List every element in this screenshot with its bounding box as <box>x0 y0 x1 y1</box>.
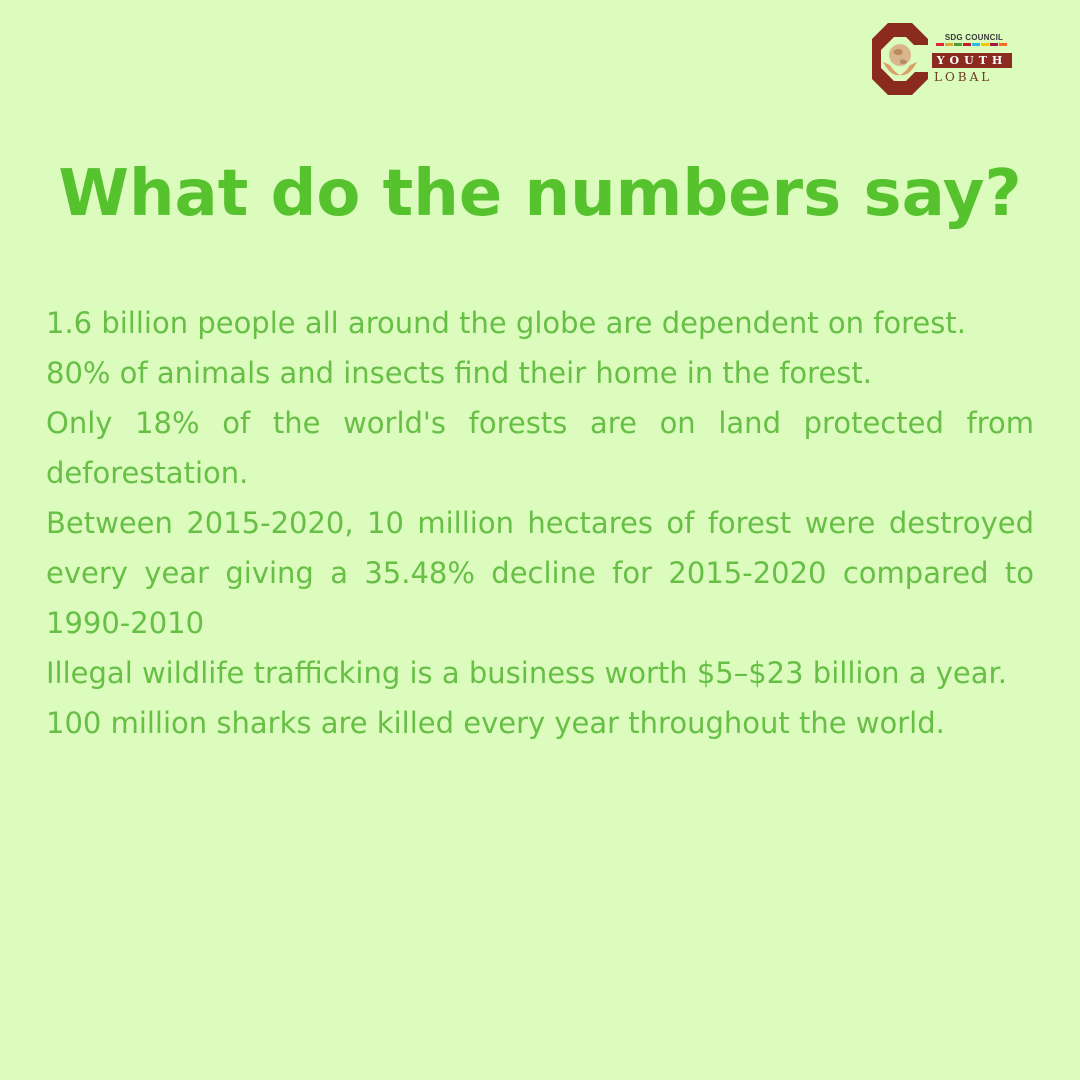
logo-youth-text: YOUTH <box>932 53 1012 68</box>
fact-item: Illegal wildlife trafficking is a business worth $5–$23 billion a year. <box>46 656 1008 690</box>
fact-item: 80% of animals and insects find their home in the forest. <box>46 356 873 390</box>
fact-item: Between 2015-2020, 10 million hectares of forest were destroyed every year giving a 35.48% decline for 2015-2020 compared to 1990-2010 <box>46 506 1034 640</box>
fact-item: Only 18% of the world's forests are on land protected from deforestation. <box>46 406 1034 490</box>
fact-item: 100 million sharks are killed every year throughout the world. <box>46 706 945 740</box>
fact-item: 1.6 billion people all around the globe are dependent on forest. <box>46 306 966 340</box>
logo-council-text: SDG COUNCIL <box>944 33 1004 42</box>
page-title: What do the numbers say? <box>58 157 1022 231</box>
logo-global-text: LOBAL <box>934 70 993 84</box>
facts-list <box>46 298 1034 748</box>
brand-logo <box>866 22 1016 96</box>
